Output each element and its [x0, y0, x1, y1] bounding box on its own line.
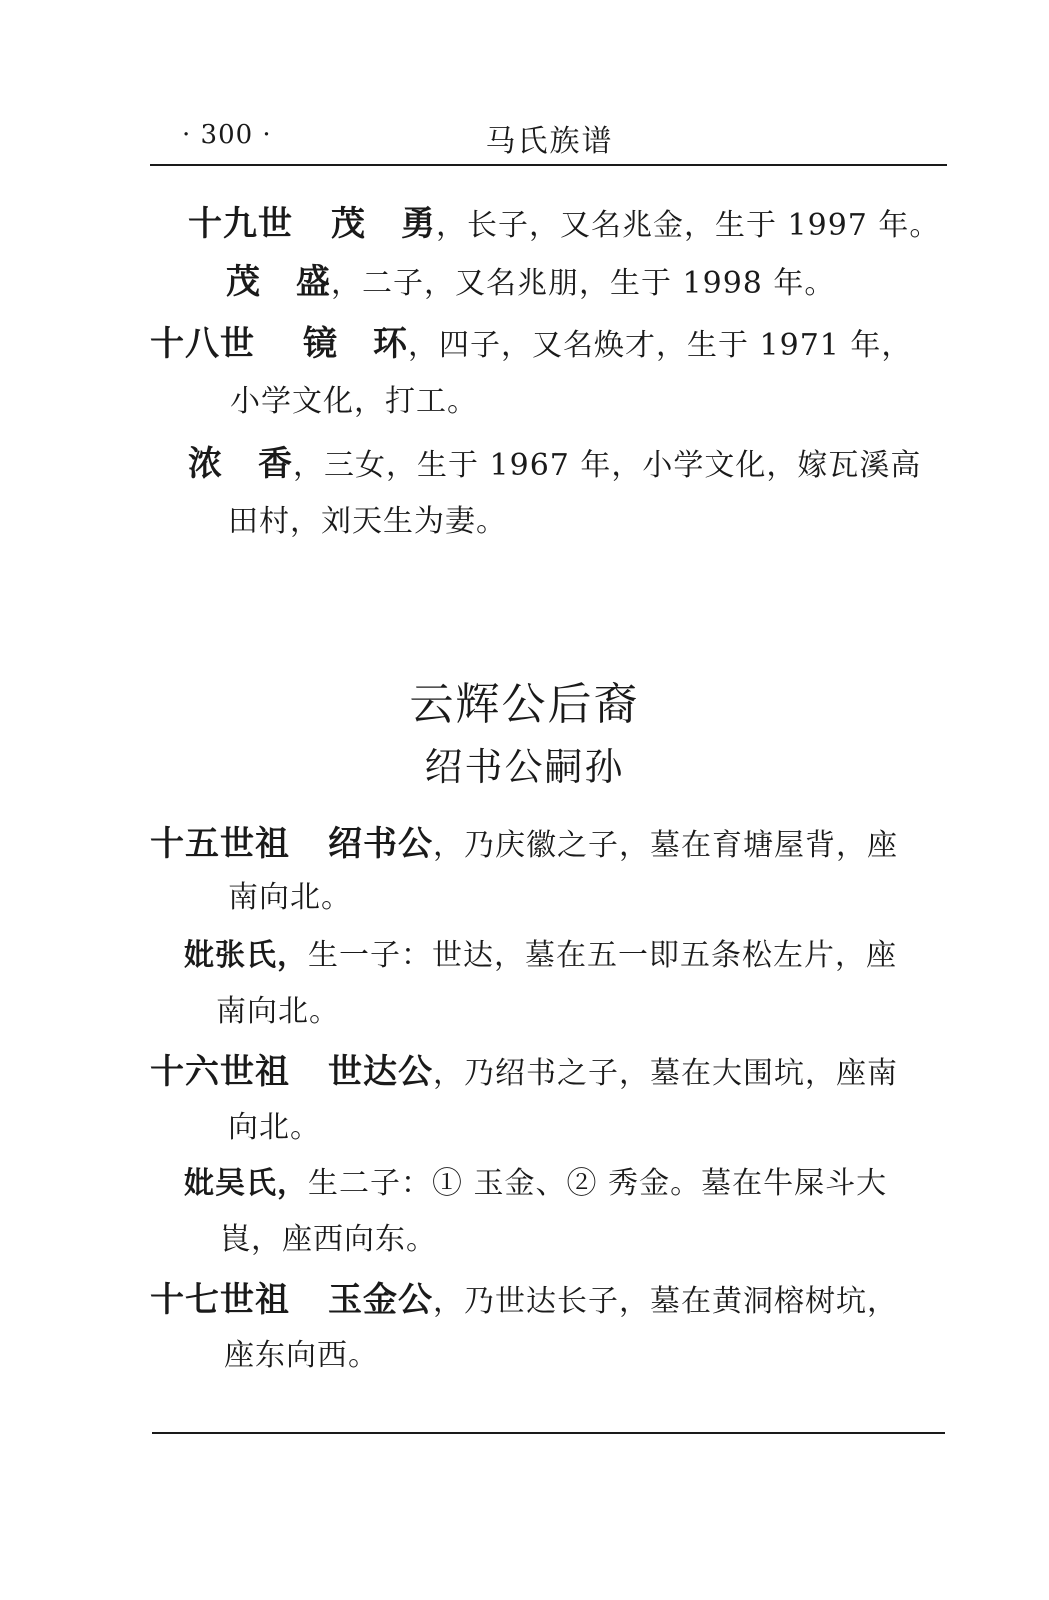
entry-continuation: 南向北。: [216, 994, 340, 1029]
generation-label: 十七世祖: [150, 1280, 290, 1320]
entry-text: ，四子，又名焕才，生于 1971 年，: [408, 328, 913, 363]
person-name: 茂 盛: [226, 262, 331, 302]
entry-text: ，长子，又名兆金，生于 1997 年。: [436, 208, 941, 243]
section-subtitle: 绍书公嗣孙: [424, 745, 625, 789]
spouse-label: 妣吴氏，: [184, 1166, 308, 1201]
entry-text: ，三女，生于 1967 年，小学文化，嫁瓦溪高: [293, 448, 922, 483]
generation-label: 十八世: [150, 324, 255, 364]
person-name: 浓 香: [188, 444, 293, 484]
entry-continuation: 小学文化，打工。: [230, 384, 478, 419]
entry-text: ，乃绍书之子，墓在大围坑，座南: [433, 1056, 898, 1091]
entry-continuation: 崀，座西向东。: [220, 1222, 437, 1257]
page-header: [152, 116, 947, 160]
footer-rule: [152, 1432, 945, 1434]
person-name: 绍书公: [328, 824, 433, 864]
entry-line: [150, 316, 912, 365]
entry-line: [150, 816, 898, 865]
person-name: 镜 环: [303, 324, 408, 364]
page-number: · 300 ·: [182, 120, 272, 150]
entry-text: 生二子：① 玉金、② 秀金。墓在牛屎斗大: [308, 1166, 888, 1201]
entry-line: [184, 1158, 887, 1202]
header-rule: [150, 164, 947, 166]
entry-text: ，乃庆徽之子，墓在育塘屋背，座: [433, 828, 898, 863]
entry-continuation: 南向北。: [228, 880, 352, 915]
person-name: 玉金公: [328, 1280, 433, 1320]
entry-line: [226, 254, 835, 303]
entry-continuation: 向北。: [228, 1110, 321, 1145]
section-title: 云辉公后裔: [409, 679, 640, 730]
entry-text: ，二子，又名兆朋，生于 1998 年。: [331, 266, 836, 301]
entry-line: [188, 196, 940, 245]
generation-label: 十六世祖: [150, 1052, 290, 1092]
entry-line: [184, 930, 897, 974]
running-title: 马氏族谱: [485, 124, 614, 159]
generation-label: 十九世: [188, 204, 293, 244]
entry-continuation: 田村，刘天生为妻。: [228, 504, 507, 539]
generation-label: 十五世祖: [150, 824, 290, 864]
spouse-label: 妣张氏，: [184, 938, 308, 973]
entry-continuation: 座东向西。: [224, 1338, 379, 1373]
entry-line: [150, 1272, 898, 1321]
entry-text: ，乃世达长子，墓在黄洞榕树坑，: [433, 1284, 898, 1319]
entry-line: [150, 1044, 898, 1093]
person-name: 世达公: [328, 1052, 433, 1092]
entry-line: [188, 436, 921, 485]
person-name: 茂 勇: [331, 204, 436, 244]
entry-text: 生一子：世达，墓在五一即五条松左片，座: [308, 938, 897, 973]
